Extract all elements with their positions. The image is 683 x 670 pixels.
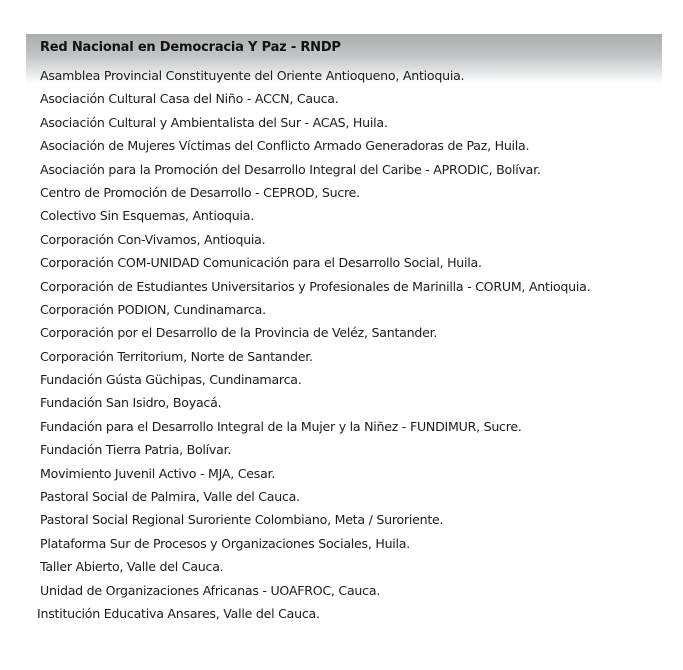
list-item: Corporación por el Desarrollo de la Provincia de Veléz, Santander.	[40, 325, 438, 341]
list-item: Institución Educativa Ansares, Valle del Cauca.	[37, 605, 320, 621]
list-item: Asociación Cultural y Ambientalista del Sur - ACAS, Huila.	[40, 114, 388, 130]
list-item: Pastoral Social de Palmira, Valle del Cauca.	[40, 489, 300, 505]
list-item: Taller Abierto, Valle del Cauca.	[40, 559, 224, 575]
list-item: Unidad de Organizaciones Africanas - UOAFROC, Cauca.	[40, 582, 381, 598]
organization-list	[37, 64, 591, 625]
list-item: Movimiento Juvenil Activo - MJA, Cesar.	[40, 465, 276, 481]
list-item: Asamblea Provincial Constituyente del Oriente Antioqueno, Antioquia.	[40, 68, 465, 83]
list-item: Colectivo Sin Esquemas, Antioquia.	[40, 208, 254, 224]
list-item: Fundación Gústa Güchipas, Cundinamarca.	[40, 372, 302, 388]
list-item: Fundación San Isidro, Boyacá.	[40, 395, 222, 411]
list-item: Corporación COM-UNIDAD Comunicación para el Desarrollo Social, Huila.	[40, 255, 482, 271]
list-item: Corporación Territorium, Norte de Santander.	[40, 348, 313, 364]
list-item: Corporación de Estudiantes Universitarios y Profesionales de Marinilla - CORUM, Antioquia.	[40, 278, 591, 294]
list-item: Plataforma Sur de Procesos y Organizaciones Sociales, Huila.	[40, 535, 411, 551]
list-item: Centro de Promoción de Desarrollo - CEPROD, Sucre.	[40, 184, 360, 200]
list-item: Fundación Tierra Patria, Bolívar.	[40, 442, 232, 458]
list-title: Red Nacional en Democracia Y Paz - RNDP	[40, 40, 341, 55]
list-item: Asociación para la Promoción del Desarrollo Integral del Caribe - APRODIC, Bolívar.	[40, 161, 541, 177]
list-item: Corporación Con-Vivamos, Antioquia.	[40, 231, 266, 247]
list-item: Pastoral Social Regional Suroriente Colombiano, Meta / Suroriente.	[40, 512, 444, 528]
list-item: Asociación Cultural Casa del Niño - ACCN, Cauca.	[40, 91, 339, 107]
list-item: Corporación PODION, Cundinamarca.	[40, 301, 266, 317]
list-item: Fundación para el Desarrollo Integral de la Mujer y la Niñez - FUNDIMUR, Sucre.	[40, 418, 522, 434]
list-item: Asociación de Mujeres Víctimas del Conflicto Armado Generadoras de Paz, Huila.	[40, 138, 530, 154]
